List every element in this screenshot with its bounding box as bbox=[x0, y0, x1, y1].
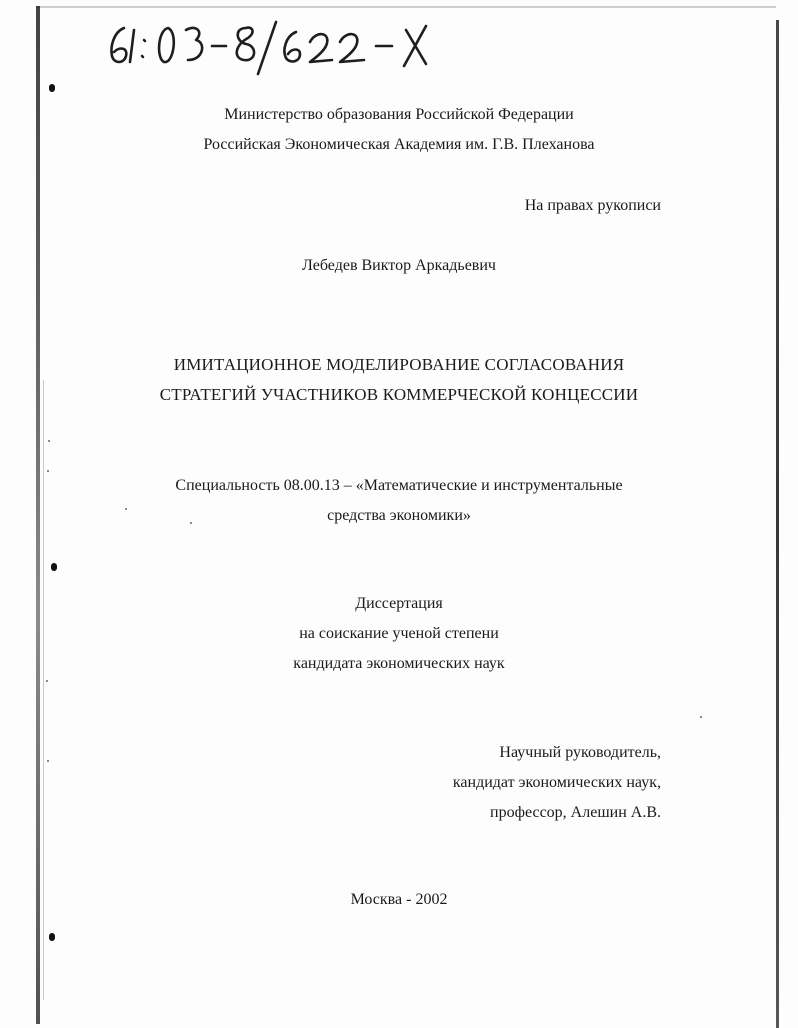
scan-speck bbox=[48, 440, 50, 442]
handwriting-svg bbox=[100, 16, 480, 76]
thesis-title-line-2: СТРАТЕГИЙ УЧАСТНИКОВ КОММЕРЧЕСКОЙ КОНЦЕССИИ bbox=[159, 385, 639, 404]
manuscript-rights: На правах рукописи bbox=[524, 197, 661, 214]
academy-name: Российская Экономическая Академия им. Г.В. Плеханова bbox=[203, 136, 595, 153]
punch-hole-mark bbox=[49, 933, 55, 941]
scan-speck bbox=[47, 760, 49, 762]
degree-line-1: на соискание ученой степени bbox=[299, 625, 499, 642]
scan-edge-top bbox=[36, 6, 776, 8]
handwritten-archive-code bbox=[100, 16, 480, 76]
degree-line-2: кандидата экономических наук bbox=[293, 655, 505, 672]
dissertation-heading: Диссертация bbox=[355, 595, 443, 612]
specialty-line-2: средства экономики» bbox=[327, 507, 471, 524]
punch-hole-mark bbox=[51, 563, 57, 571]
advisor-line-2: кандидат экономических наук, bbox=[452, 774, 661, 791]
punch-hole-mark bbox=[49, 84, 55, 92]
specialty-line-1: Специальность 08.00.13 – «Математические и инструментальные bbox=[175, 477, 623, 494]
scan-speck bbox=[700, 716, 702, 718]
scan-speck bbox=[47, 470, 49, 472]
city-year: Москва - 2002 bbox=[350, 891, 448, 908]
scan-speck bbox=[46, 680, 48, 682]
ministry-name: Министерство образования Российской Федерации bbox=[224, 106, 574, 123]
author-name: Лебедев Виктор Аркадьевич bbox=[302, 257, 496, 274]
advisor-line-3: профессор, Алешин А.В. bbox=[490, 804, 661, 821]
advisor-line-1: Научный руководитель, bbox=[499, 744, 661, 761]
thesis-title-line-1: ИМИТАЦИОННОЕ МОДЕЛИРОВАНИЕ СОГЛАСОВАНИЯ bbox=[173, 355, 625, 374]
